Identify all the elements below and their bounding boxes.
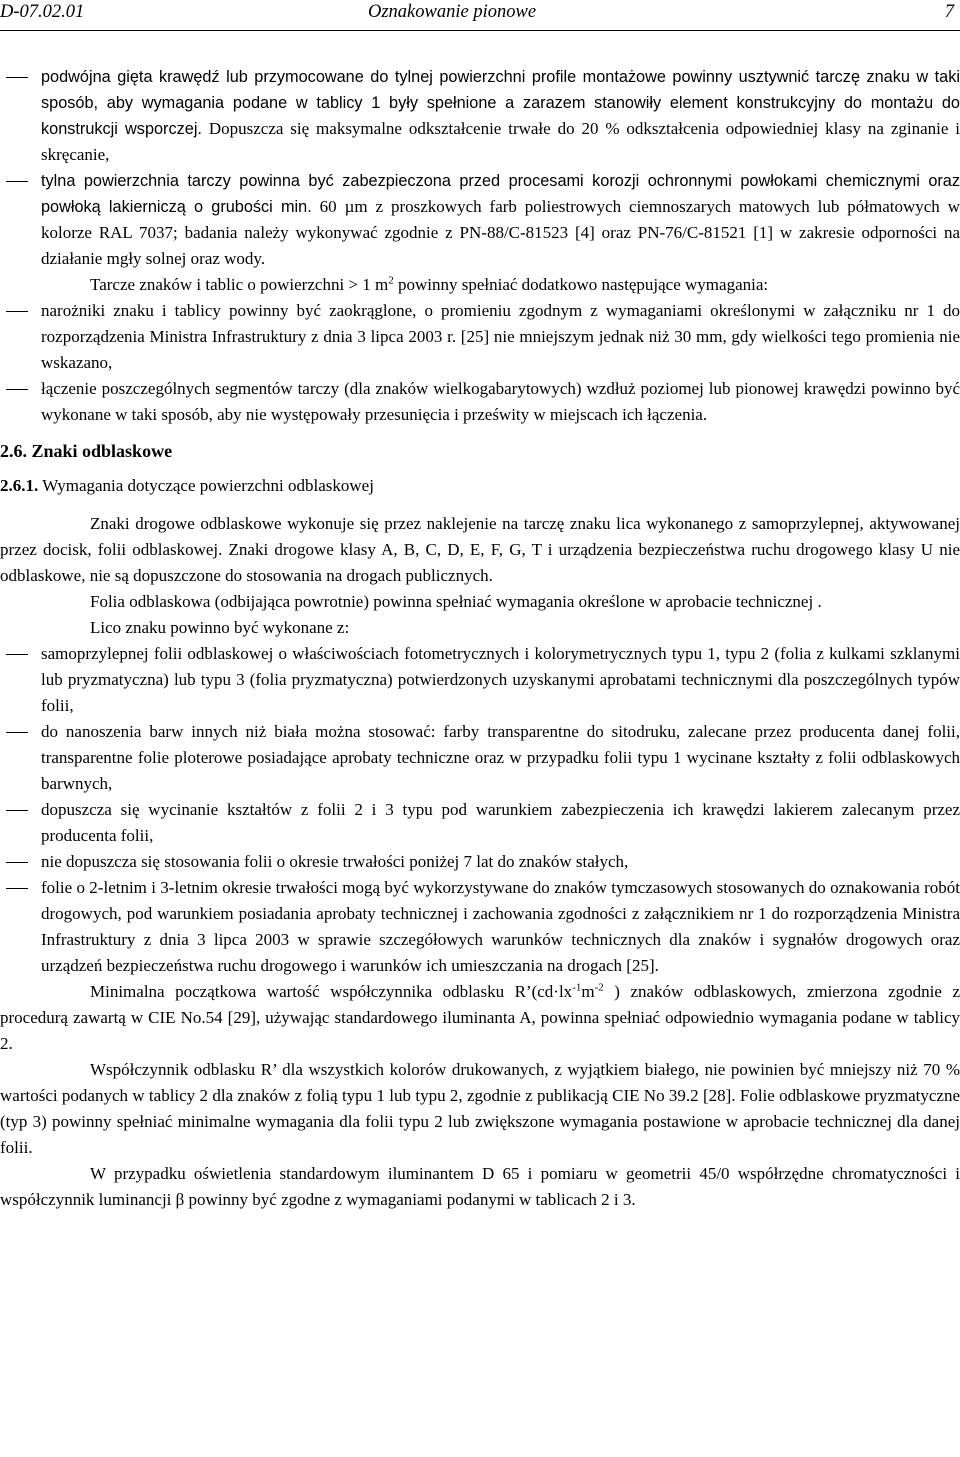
- list-item: do nanoszenia barw innych niż biała można stosować: farby transparentne do sitodruku, zalecane przez producenta danej folii, transparentne folie ploterowe posiadające aprobaty techniczne oraz w przypadku folii typu 1 wycinane kształty z folii odblaskowych barwnych,: [0, 719, 960, 797]
- list-item: [0, 64, 960, 168]
- list-item: [0, 298, 960, 376]
- list-item-text-cont: Dopuszcza się maksymalne odkształcenie trwałe do 20 % odkształcenia odpowiedniej klasy na zginanie i skręcanie,: [41, 119, 960, 164]
- list-item: samoprzylepnej folii odblaskowej o właściwościach fotometrycznych i kolorymetrycznych typu 1, typu 2 (folia z kulkami szklanymi lub pryzmatyczna) lub typu 3 (folia pryzmatyczna) potwierdzonych uzyskanymi aprobatami technicznymi dla poszczególnych typów folii,: [0, 641, 960, 719]
- list-item-text: podwójna gięta krawędź lub przymocowane do tylnej powierzchni profile montażowe powinny usztywnić tarczę znaku w taki sposób, aby wymagania podane w tablicy 1 były spełnione a zarazem stanowiły element konstrukcyjny do montażu do konstrukcji wsporczej.: [41, 68, 960, 138]
- list-item: nie dopuszcza się stosowania folii o okresie trwałości poniżej 7 lat do znaków stałych,: [0, 849, 960, 875]
- page-number: 7: [944, 2, 954, 22]
- paragraph: Minimalna początkowa wartość współczynnika odblasku $R’(cd\cdot lx^{-1}m^{-2}$ ) znaków odblaskowych, zmierzona zgodnie z procedurą zawartą w CIE No.54 [29], używając standardowego iluminanta A, powinna spełniać odpowiednio wymagania podane w tablicy 2.: [0, 981, 960, 1053]
- paragraph: Folia odblaskowa (odbijająca powrotnie) powinna spełniać wymagania określone w aprobacie technicznej .: [90, 592, 822, 611]
- list-item: dopuszcza się wycinanie kształtów z folii 2 i 3 typu pod warunkiem zabezpieczenia ich krawędzi lakierem zalecanym przez producenta folii,: [0, 797, 960, 849]
- list-item-text: tylna powierzchnia tarczy powinna być zabezpieczona przed procesami korozji ochronnymi powłokami chemicznymi oraz powłoką lakierniczą o grubości min.: [41, 172, 960, 216]
- paragraph: Współczynnik odblasku R’ dla wszystkich kolorów drukowanych, z wyjątkiem białego, nie powinien być mniejszy niż 70 % wartości podanych w tablicy 2 dla znaków z folią typu 1 lub typu 2, zgodnie z publikacją CIE No 39.2 [28]. Folie odblaskowe pryzmatyczne (typ 3) powinny spełniać minimalne wymagania dla folii typu 2 lub zwiększone wymagania postawione w aprobacie technicznej dla danej folii.: [0, 1060, 960, 1157]
- page-body: [0, 64, 960, 1213]
- document-title: Oznakowanie pionowe: [368, 2, 537, 22]
- document-code: D-07.02.01: [0, 2, 85, 22]
- list-item-text-cont: 60 µm z proszkowych farb poliestrowych ciemnoszarych matowych lub półmatowych w kolorze RAL 7037; badania należy wykonywać zgodnie z PN-88/C-81523 [4] oraz PN-76/C-81521 [1] w zakresie odporności na działanie mgły solnej oraz wody.: [41, 197, 960, 268]
- list-item-text: narożniki znaku i tablicy powinny być zaokrąglone, o promieniu zgodnym z wymaganiami określonymi w załączniku nr 1 do rozporządzenia Ministra Infrastruktury z dnia 3 lipca 2003 r. [25] nie mniejszym jednak niż 30 mm, gdy wielkości tego promienia nie wskazano,: [41, 301, 960, 372]
- page-header: [0, 0, 960, 31]
- paragraph: Znaki drogowe odblaskowe wykonuje się przez naklejenie na tarczę znaku lica wykonanego z samoprzylepnej, aktywowanej przez docisk, folii odblaskowej. Znaki drogowe klasy A, B, C, D, E, F, G, T i urządzenia bezpieczeństwa ruchu drogowego klasy U nie odblaskowe, nie są dopuszczone do stosowania na drogach publicznych.: [0, 514, 960, 585]
- section-heading: 2.6. Znaki odblaskowe: [0, 441, 173, 461]
- paragraph: W przypadku oświetlenia standardowym iluminantem D 65 i pomiaru w geometrii 45/0 współrzędne chromatyczności i współczynnik luminancji β powinny być zgodne z wymaganiami podanymi w tablicach 2 i 3.: [0, 1164, 960, 1209]
- subsection-heading: [0, 473, 960, 499]
- superscript: 2: [388, 274, 394, 287]
- list-item-text: łączenie poszczególnych segmentów tarczy (dla znaków wielkogabarytowych) wzdłuż poziomej lub pionowej krawędzi powinno być wykonane w taki sposób, aby nie występowały przesunięcia i prześwity w miejscach ich łączenia.: [41, 379, 960, 424]
- subsection-number: 2.6.1.: [0, 476, 39, 495]
- subsection-title: Wymagania dotyczące powierzchni odblaskowej: [38, 476, 374, 495]
- list-item: [0, 168, 960, 272]
- paragraph: Lico znaku powinno być wykonane z:: [90, 618, 350, 637]
- superscript: -1: [572, 981, 582, 994]
- superscript: -2: [594, 981, 604, 994]
- list-item: folie o 2-letnim i 3-letnim okresie trwałości mogą być wykorzystywane do znaków tymczasowych stosowanych do oznakowania robót drogowych, pod warunkiem posiadania aprobaty technicznej i zachowania zgodności z załącznikiem nr 1 do rozporządzenia Ministra Infrastruktury z dnia 3 lipca 2003 w sprawie szczegółowych warunków technicznych dla znaków i sygnałów drogowych oraz urządzeń bezpieczeństwa ruchu drogowego i warunków ich umieszczania na drogach [25].: [0, 875, 960, 979]
- paragraph: Tarcze znaków i tablic o powierzchni > 1 $m^2$ powinny spełniać dodatkowo następujące wymagania:: [90, 274, 769, 294]
- list-item: [0, 376, 960, 428]
